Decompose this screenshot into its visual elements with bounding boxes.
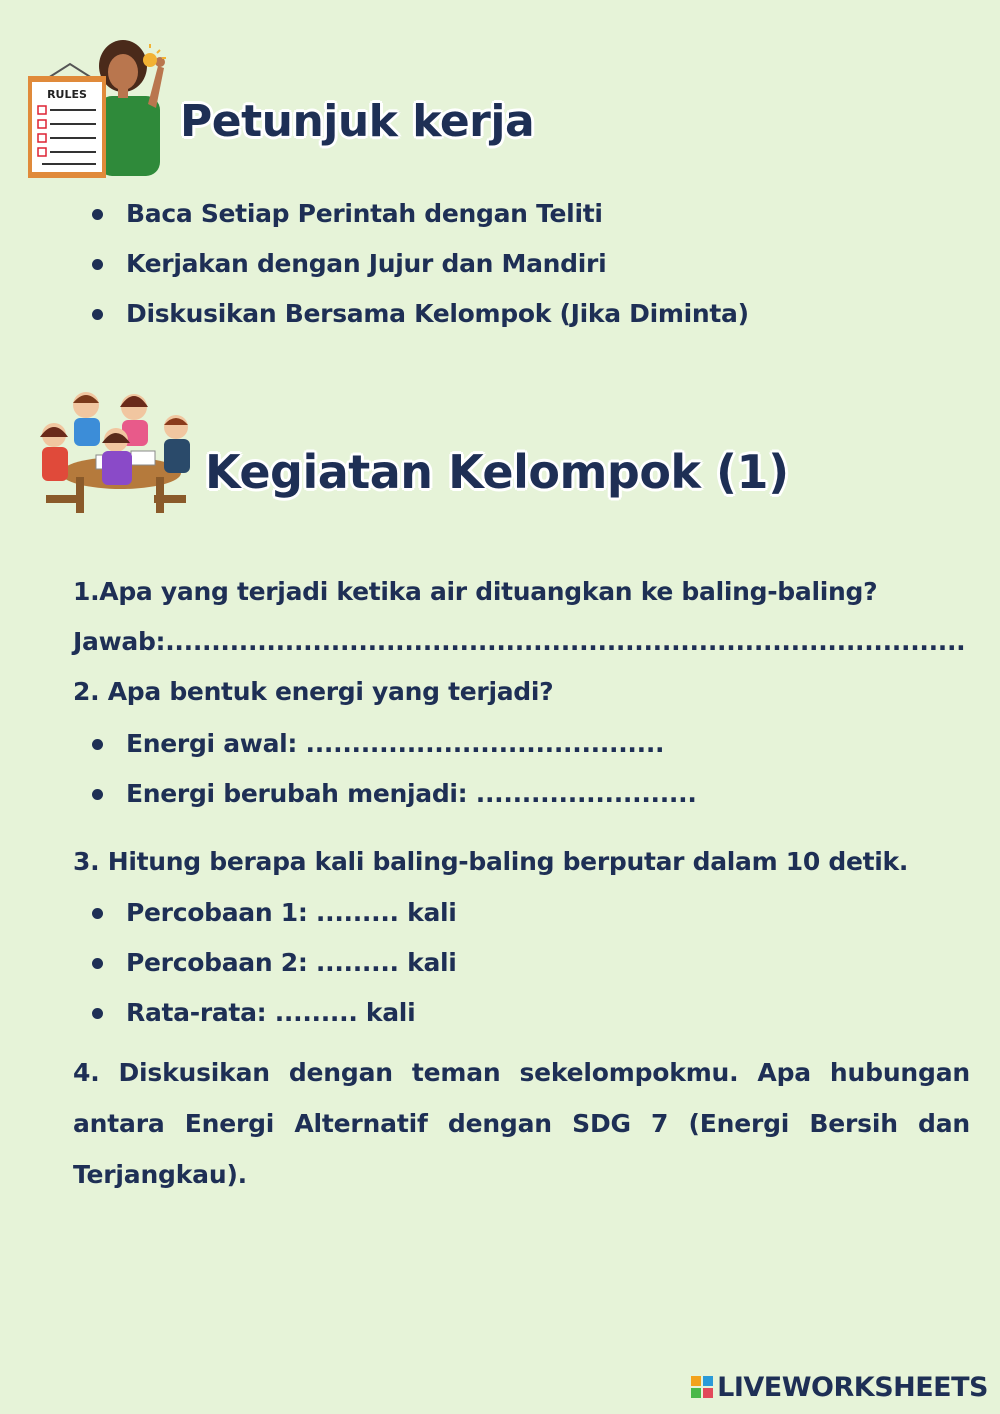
rules-board-label: RULES (47, 88, 87, 101)
section-title-petunjuk: Petunjuk kerja (180, 96, 535, 147)
children-group-table-icon (36, 385, 191, 520)
question-4: 4. Diskusikan dengan teman sekelompokmu. Apa hubungan antara Energi Alternatif dengan SDG 7 (Energi Bersih dan Terjangkau). (73, 1058, 970, 1189)
rule-item: Baca Setiap Perintah dengan Teliti (72, 189, 749, 239)
teacher-rules-board-icon (28, 36, 173, 181)
question-3-list (72, 888, 457, 1038)
question-2-list (72, 719, 697, 819)
rule-item: Diskusikan Bersama Kelompok (Jika Diminta) (72, 289, 749, 339)
rules-list (72, 189, 749, 339)
trial-item: Percobaan 2: ......... kali (72, 938, 457, 988)
question-2: 2. Apa bentuk energi yang terjadi? (73, 677, 554, 706)
trial-item: Percobaan 1: ......... kali (72, 888, 457, 938)
liveworksheets-logo-icon (691, 1376, 713, 1398)
section-title-kegiatan: Kegiatan Kelompok (1) (205, 445, 789, 499)
energy-item: Energi awal: ....................................... (72, 719, 697, 769)
energy-item: Energi berubah menjadi: ........................ (72, 769, 697, 819)
trial-item: Rata-rata: ......... kali (72, 988, 457, 1038)
question-1: 1.Apa yang terjadi ketika air dituangkan ke baling-baling? (73, 577, 878, 606)
logo-text: LIVEWORKSHEETS (717, 1371, 988, 1403)
liveworksheets-logo[interactable] (691, 1372, 988, 1402)
question-3: 3. Hitung berapa kali baling-baling berputar dalam 10 detik. (73, 847, 909, 876)
rule-item: Kerjakan dengan Jujur dan Mandiri (72, 239, 749, 289)
question-1-answer-line: Jawab:....................................................................................... (73, 627, 966, 656)
